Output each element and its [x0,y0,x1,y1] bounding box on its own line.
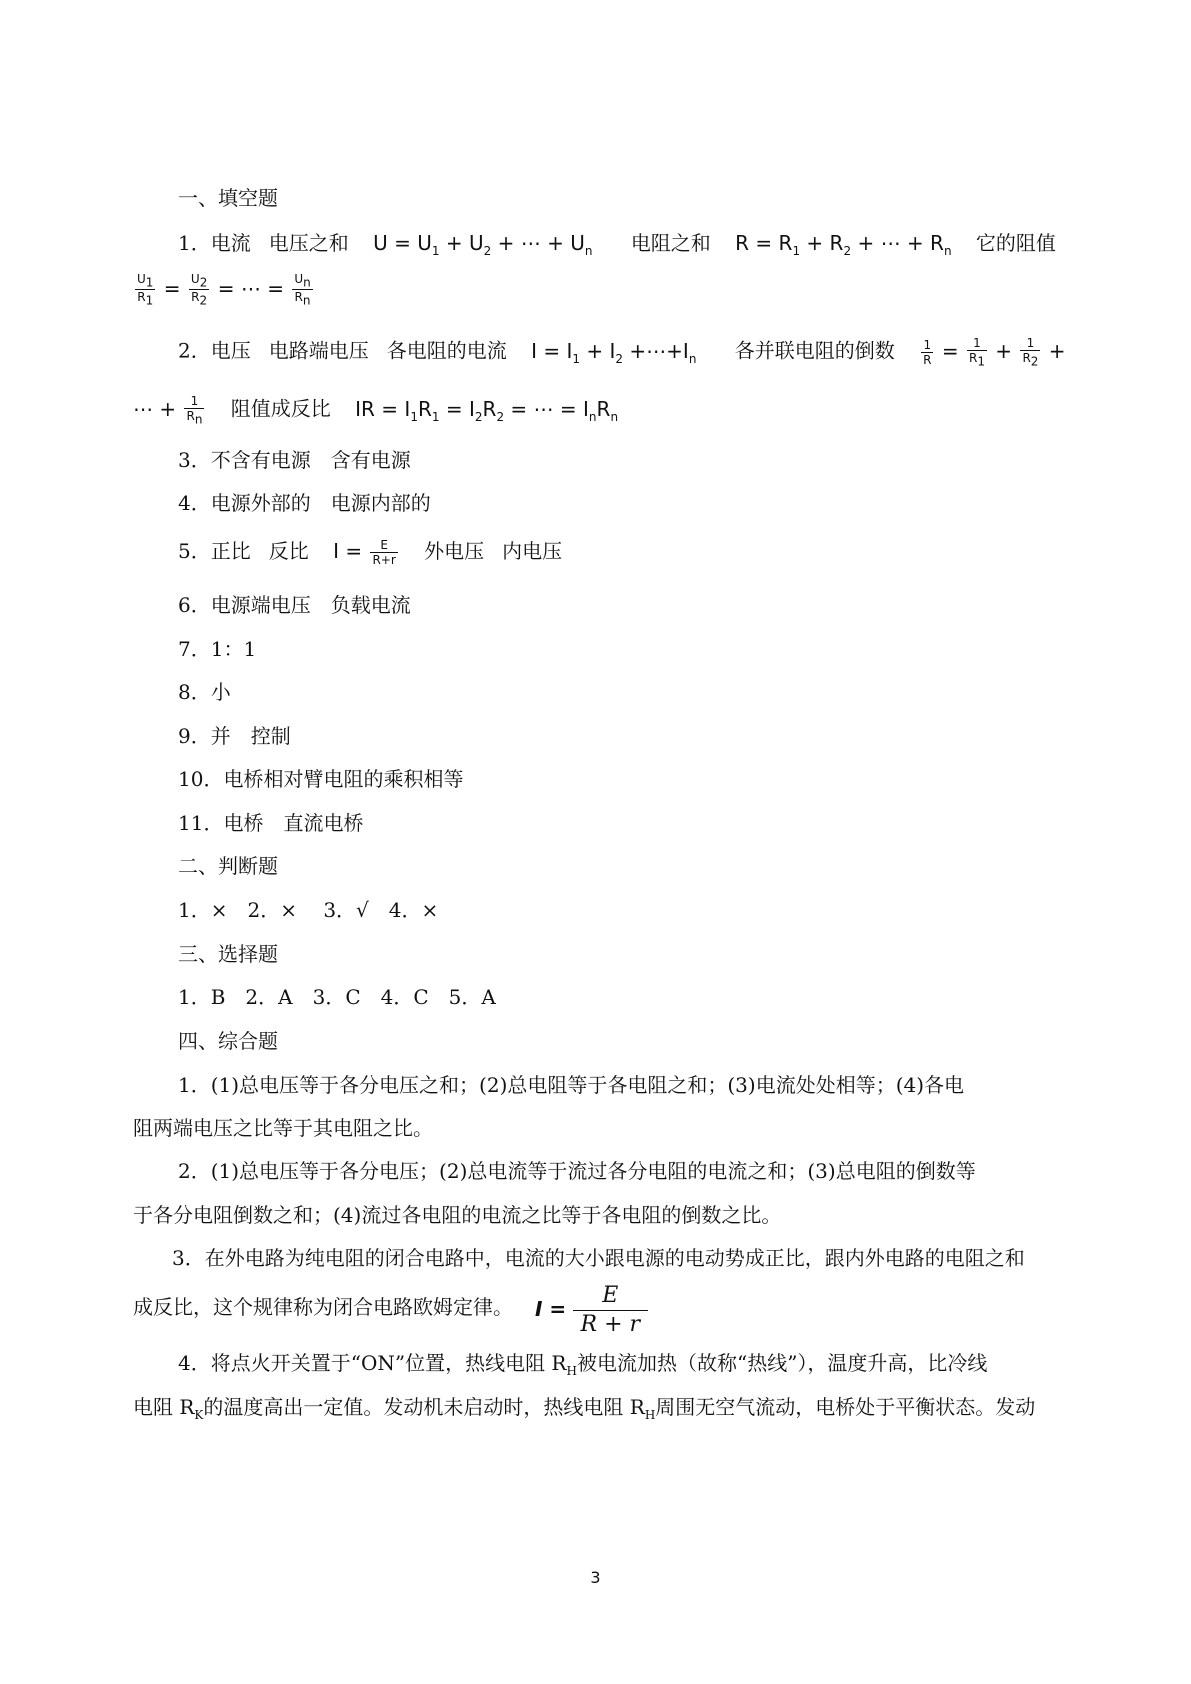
comp-q1-line2: 阻两端电压之比等于其电阻之比。 [133,1116,433,1140]
comp-q2-line2: 于各分电阻倒数之和；(4)流过各电阻的电流之比等于各电阻的倒数之比。 [133,1203,782,1227]
section-title-judge: 二、判断题 [178,854,278,878]
comp-q3-line2: 成反比，这个规律称为闭合电路欧姆定律。 [133,1295,513,1319]
section-title-comprehensive: 四、综合题 [178,1029,278,1053]
fill-q5: 5．正比 反比 I = $\frac{E}{R+r}$ 外电压 内电压 [178,538,563,567]
fill-q4: 4．电源外部的 电源内部的 [178,491,431,515]
section-title-choice: 三、选择题 [178,942,278,966]
fill-q8: 8．小 [178,680,231,704]
ohm-law-formula: I = $\frac{E}{R + r}$ [535,1282,648,1339]
comp-q3-line1: 3．在外电路为纯电阻的闭合电路中，电流的大小跟电源的电动势成正比，跟内外电路的电阻之和 [172,1246,1025,1270]
fill-q1: 1．电流 电压之和 $U = U_1 + U_2$ + ⋯ + $U_n$ 电阻之和 $R = R_1 + R_2$ + ⋯ + $R_n$ 它的阻值 [178,231,1056,258]
fill-q11: 11．电桥 直流电桥 [178,811,364,835]
fill-q3: 3．不含有电源 含有电源 [178,448,411,472]
fill-q9: 9．并 控制 [178,724,291,748]
judge-answers: 1．× 2．× 3．√ 4．× [178,898,439,922]
section-title-fill: 一、填空题 [178,186,278,210]
fill-q2: 2．电压 电路端电压 各电阻的电流 $I = I_1 + I_2$ $+\cdots+I_n$ 各并联电阻的倒数 $\frac{1}{R}$ = $\frac{1}{R_1}$ + $\frac{1}{R_2}$ + [178,336,1066,369]
comp-q2-line1: 2．(1)总电压等于各分电压；(2)总电流等于流过各分电阻的电流之和；(3)总电阻的倒数等 [178,1159,976,1183]
choice-answers: 1．B 2．A 3．C 4．C 5．A [178,985,496,1009]
fill-q10: 10．电桥相对臂电阻的乘积相等 [178,767,464,791]
fill-q1-ratio: $\frac{U_1}{R_1}$ = $\frac{U_2}{R_2}$ = ⋯ = $\frac{U_n}{R_n}$ [137,272,311,308]
comp-q4-line2: 电阻 $R_K$的温度高出一定值。发动机未启动时，热线电阻 $R_H$周围无空气流动，电桥处于平衡状态。发动 [133,1395,1036,1422]
fill-q2-cont: ⋯ + $\frac{1}{R_n}$ 阻值成反比 IR = $I_1R_1 = I_2R_2$ = ⋯ = $I_nR_n$ [133,394,619,427]
page-number: 3 [590,1568,601,1587]
comp-q1-line1: 1．(1)总电压等于各分电压之和；(2)总电阻等于各电阻之和；(3)电流处处相等；(4)各电 [178,1073,965,1097]
fill-q7: 7．1：1 [178,637,257,661]
fill-q6: 6．电源端电压 负载电流 [178,593,411,617]
comp-q4-line1: 4．将点火开关置于“ON”位置，热线电阻 $R_H$被电流加热（故称“热线”），温度升高，比冷线 [178,1351,988,1378]
